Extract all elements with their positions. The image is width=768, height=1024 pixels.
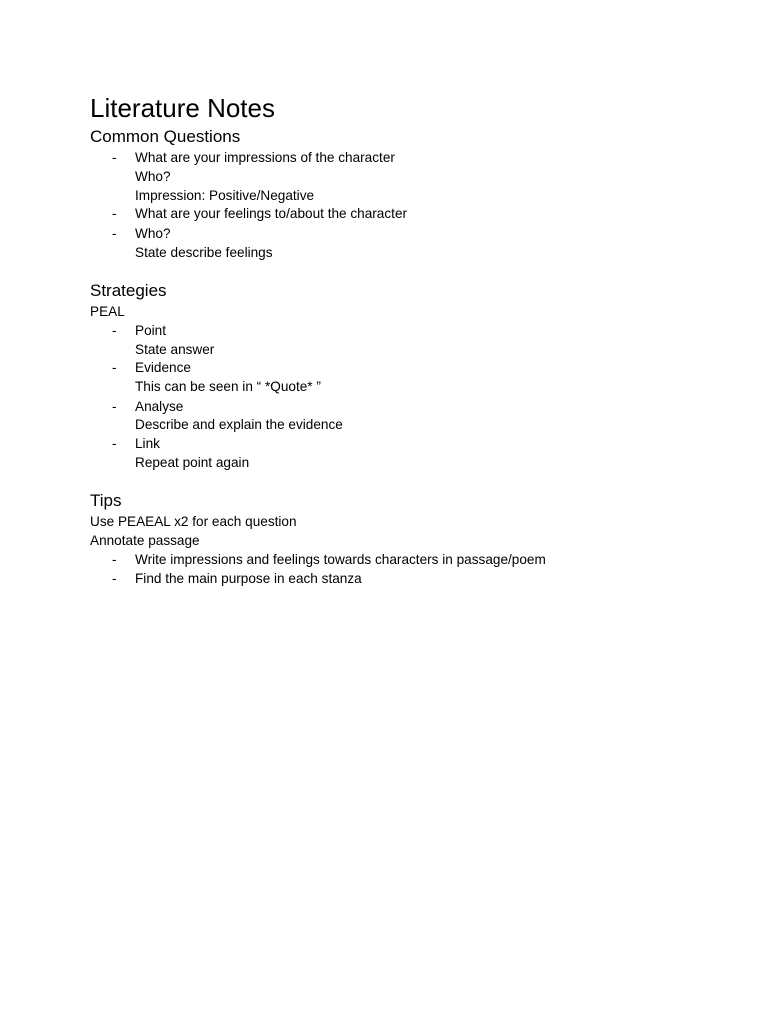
bullet-dash: - bbox=[112, 552, 117, 567]
list-item-continuation: This can be seen in “ *Quote* ” bbox=[135, 379, 321, 394]
bullet-dash: - bbox=[112, 206, 117, 221]
subheading-peal: PEAL bbox=[90, 304, 125, 319]
list-item: Who? bbox=[135, 226, 171, 241]
list-item: Write impressions and feelings towards characters in passage/poem bbox=[135, 552, 546, 567]
list-item: Link bbox=[135, 436, 160, 451]
bullet-dash: - bbox=[112, 399, 117, 414]
tip-line: Use PEAEAL x2 for each question bbox=[90, 514, 297, 529]
bullet-dash: - bbox=[112, 360, 117, 375]
section-heading-strategies: Strategies bbox=[90, 281, 167, 300]
section-heading-tips: Tips bbox=[90, 491, 122, 510]
list-item: Analyse bbox=[135, 399, 184, 414]
bullet-dash: - bbox=[112, 150, 117, 165]
list-item-continuation: Impression: Positive/Negative bbox=[135, 188, 315, 203]
list-item: Point bbox=[135, 323, 166, 338]
bullet-dash: - bbox=[112, 571, 117, 586]
list-item-continuation: Describe and explain the evidence bbox=[135, 417, 343, 432]
list-item: Evidence bbox=[135, 360, 191, 375]
list-item-continuation: Who? bbox=[135, 169, 171, 184]
list-item-continuation: Repeat point again bbox=[135, 455, 250, 470]
list-item: Find the main purpose in each stanza bbox=[135, 571, 362, 586]
bullet-dash: - bbox=[112, 226, 117, 241]
section-heading-common-questions: Common Questions bbox=[90, 127, 241, 146]
tip-line: Annotate passage bbox=[90, 533, 200, 548]
list-item: What are your feelings to/about the character bbox=[135, 206, 408, 221]
document-title: Literature Notes bbox=[90, 93, 275, 123]
list-item: What are your impressions of the character bbox=[135, 150, 395, 165]
list-item-continuation: State answer bbox=[135, 342, 215, 357]
bullet-dash: - bbox=[112, 323, 117, 338]
bullet-dash: - bbox=[112, 436, 117, 451]
list-item-continuation: State describe feelings bbox=[135, 245, 273, 260]
